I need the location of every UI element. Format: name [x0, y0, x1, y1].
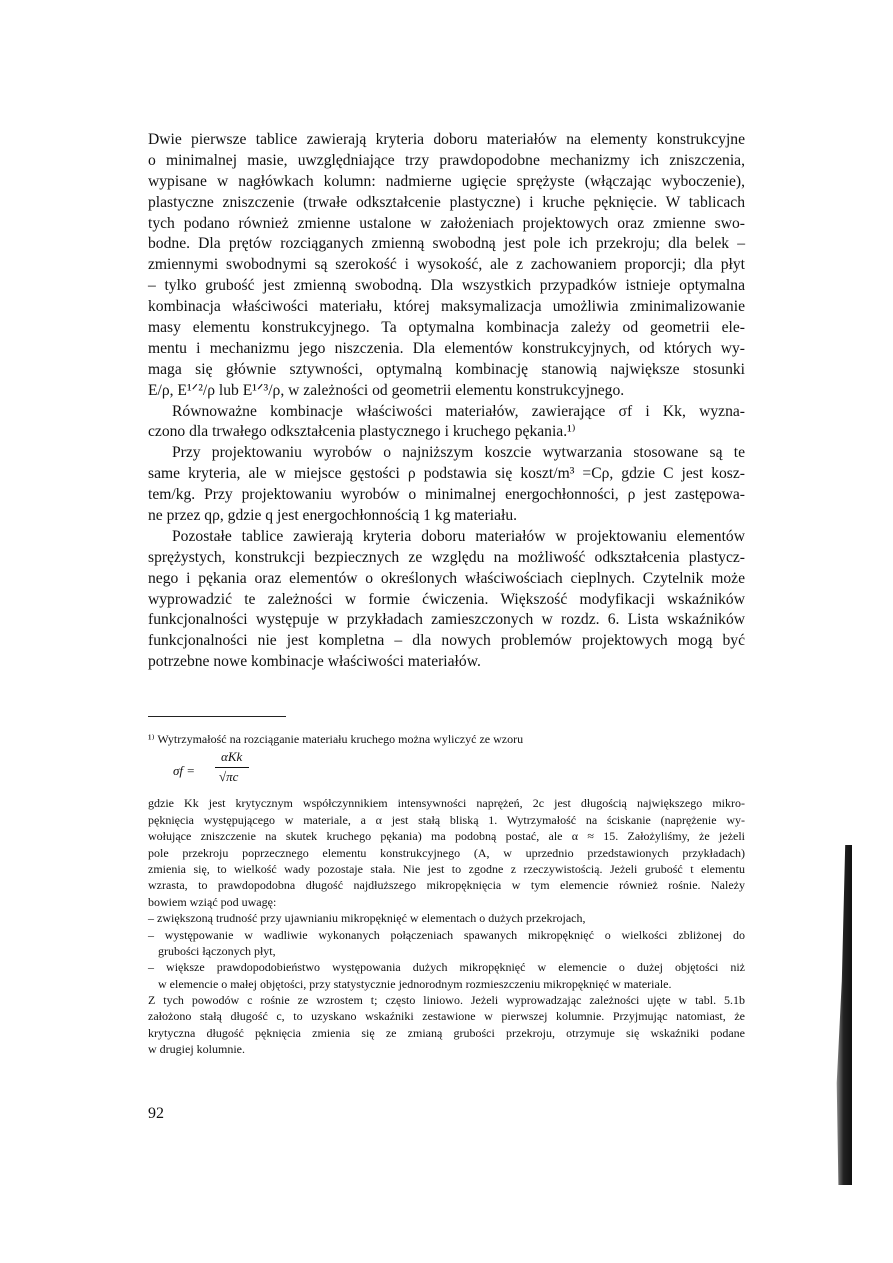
text-line: tem/kg. Przy projektowaniu wyrobów o minimalnej energochłonności, ρ jest zastępowa-: [148, 486, 745, 504]
text-line: zmiennymi swobodnymi są szerokość i wysokość, ale z zachowaniem proporcji; dla płyt: [148, 256, 745, 274]
footnote-line: grubości łączonych płyt,: [158, 943, 276, 958]
footnote-line: bowiem wziąć pod uwagę:: [148, 894, 277, 909]
text-line: sprężystych, konstrukcji bezpiecznych ze względu na możliwość odkształcenia plastycz-: [148, 548, 745, 566]
footnote-formula: [173, 747, 745, 795]
text-line: nego i pękania oraz elementów o określonych właściwościach cieplnych. Czytelnik może: [148, 569, 745, 587]
footnote-list-item: [148, 910, 745, 926]
body-text: [148, 130, 745, 673]
paragraph: [148, 130, 745, 402]
text-line: mentu i mechanizmu jego niszczenia. Dla elementów konstrukcyjnych, od których wy-: [148, 339, 745, 357]
paragraph: [148, 527, 745, 673]
text-line: o minimalnej masie, uwzględniające trzy prawdopodobne mechanizmy ich zniszczenia,: [148, 151, 745, 169]
footnote-divider: [148, 716, 286, 717]
text-line: – tylko grubość jest zmienną swobodną. Dla wszystkich przypadków istnieje optymalna: [148, 277, 745, 295]
footnote-line: w drugiej kolumnie.: [148, 1042, 245, 1057]
footnote-intro: ¹⁾ Wytrzymałość na rozciąganie materiału kruchego można wyliczyć ze wzoru: [148, 732, 524, 746]
footnote-line: Z tych powodów c rośnie ze wzrostem t; często liniowo. Jeżeli wyprowadzając zależności ujęte w tabl. 5.1b: [148, 993, 745, 1008]
footnote-line: pęknięcia występującego w materiale, a α jest stałą bliską 1. Wytrzymałość na ściskanie (naprężenie wy-: [148, 812, 745, 827]
formula-numerator: αKk: [221, 749, 243, 765]
text-line: Pozostałe tablice zawierają kryteria doboru materiałów w projektowaniu elementów: [172, 527, 745, 545]
text-line: maga się głównie sztywności, optymalną kombinację stanowią największe stosunki: [148, 360, 745, 378]
footnote-paragraph: [148, 992, 745, 1058]
text-line: wyprowadzić te zależności w formie ćwiczenia. Większość modyfikacji wskaźników: [148, 590, 745, 608]
footnote-body: [148, 795, 745, 1057]
text-line: czono dla trwałego odkształcenia plastycznego i kruchego pękania.¹⁾: [148, 423, 576, 441]
text-line: Przy projektowaniu wyrobów o najniższym koszcie wytwarzania stosowane są te: [172, 444, 745, 462]
footnote-line: – występowanie w wadliwie wykonanych połączeniach spawanych mikropęknięć o wielkości zbliżonej do: [148, 927, 745, 942]
text-line: tych podano również zmienne ustalone w założeniach projektowych oraz zmienne swo-: [148, 214, 745, 232]
footnote-line: w elemencie o małej objętości, przy statystycznie jednorodnym rozmieszczeniu mikropęknięć w materiale.: [158, 976, 672, 991]
text-line: funkcjonalności nie jest kompletna – dla nowych problemów projektowych mogą być: [148, 632, 745, 650]
text-line: Równoważne kombinacje właściwości materiałów, zawierające σf i Kk, wyzna-: [172, 402, 745, 420]
footnote-line: krytyczna długość pęknięcia zmienia się ze zmianą grubości przekroju, otrzymuje się wskaźniki podane: [148, 1025, 745, 1040]
footnote-paragraph: [148, 795, 745, 910]
text-line: bodne. Dla prętów rozciąganych zmienną swobodną jest pole ich przekroju; dla belek –: [148, 235, 745, 253]
footnote-line: zmienia się, to wielkość wady pozostaje stała. Nie jest to zgodne z rzeczywistością. Jeżeli grubość t elementu: [148, 861, 745, 876]
footnote-line: wołujące zniszczenie na skutek kruchego pękania) ma podobną postać, ale α ≈ 15. Założyliśmy, że jeżeli: [148, 829, 745, 844]
paragraph: [148, 402, 745, 444]
text-line: plastyczne zniszczenie (trwałe odkształcenie plastyczne) i kruche pęknięcie. W tablicach: [148, 193, 745, 211]
footnote: [148, 731, 745, 1058]
footnote-line: gdzie Kk jest krytycznym współczynnikiem intensywności naprężeń, 2c jest długością największego mikro-: [148, 796, 745, 811]
text-line: potrzebne nowe kombinacje właściwości materiałów.: [148, 653, 481, 671]
footnote-line: – większe prawdopodobieństwo występowania dużych mikropęknięć w elemencie o dużej objętości niż: [148, 960, 745, 975]
text-line: E/ρ, E¹ᐟ²/ρ lub E¹ᐟ³/ρ, w zależności od geometrii elementu konstrukcyjnego.: [148, 381, 625, 399]
footnote-list-item: [148, 927, 745, 960]
text-line: Dwie pierwsze tablice zawierają kryteria doboru materiałów na elementy konstrukcyjne: [148, 131, 745, 148]
text-line: kombinacja właściwości materiału, której maksymalizacja umożliwia zminimalizowanie: [148, 298, 745, 316]
footnote-line: – zwiększoną trudność przy ujawnianiu mikropęknięć w elementach o dużych przekrojach,: [148, 911, 586, 926]
text-line: wypisane w nagłówkach kolumn: nadmierne ugięcie sprężyste (włączając wyboczenie),: [148, 172, 745, 190]
scan-shadow: [818, 845, 852, 1185]
text-line: funkcjonalności występuje w przykładach zamieszczonych w rozdz. 6. Lista wskaźników: [148, 611, 745, 629]
text-line: same kryteria, ale w miejsce gęstości ρ podstawia się koszt/m³ =Cρ, gdzie C jest kosz-: [148, 465, 745, 483]
text-line: ne przez qρ, gdzie q jest energochłonnością 1 kg materiału.: [148, 507, 518, 525]
paragraph: [148, 443, 745, 527]
footnote-line: wzrasta, to prawdopodobna długość najdłuższego mikropęknięcia w tym elemencie również rośnie. Należy: [148, 878, 745, 893]
formula-lhs: σf =: [173, 763, 196, 779]
text-line: masy elementu konstrukcyjnego. Ta optymalna kombinacja zależy od geometrii ele-: [148, 319, 745, 337]
footnote-line: pole przekroju poprzecznego elementu konstrukcyjnego (A, w uprzednio przedstawionych przykładach): [148, 845, 745, 860]
page-number: 92: [148, 1105, 164, 1122]
fraction-bar: [215, 767, 249, 768]
formula-denominator: √πc: [219, 769, 239, 785]
footnote-list-item: [148, 959, 745, 992]
footnote-line: założono stałą długość c, to uzyskano wskaźniki zestawione w pierwszej kolumnie. Przyjmując natomiast, że: [148, 1009, 745, 1024]
